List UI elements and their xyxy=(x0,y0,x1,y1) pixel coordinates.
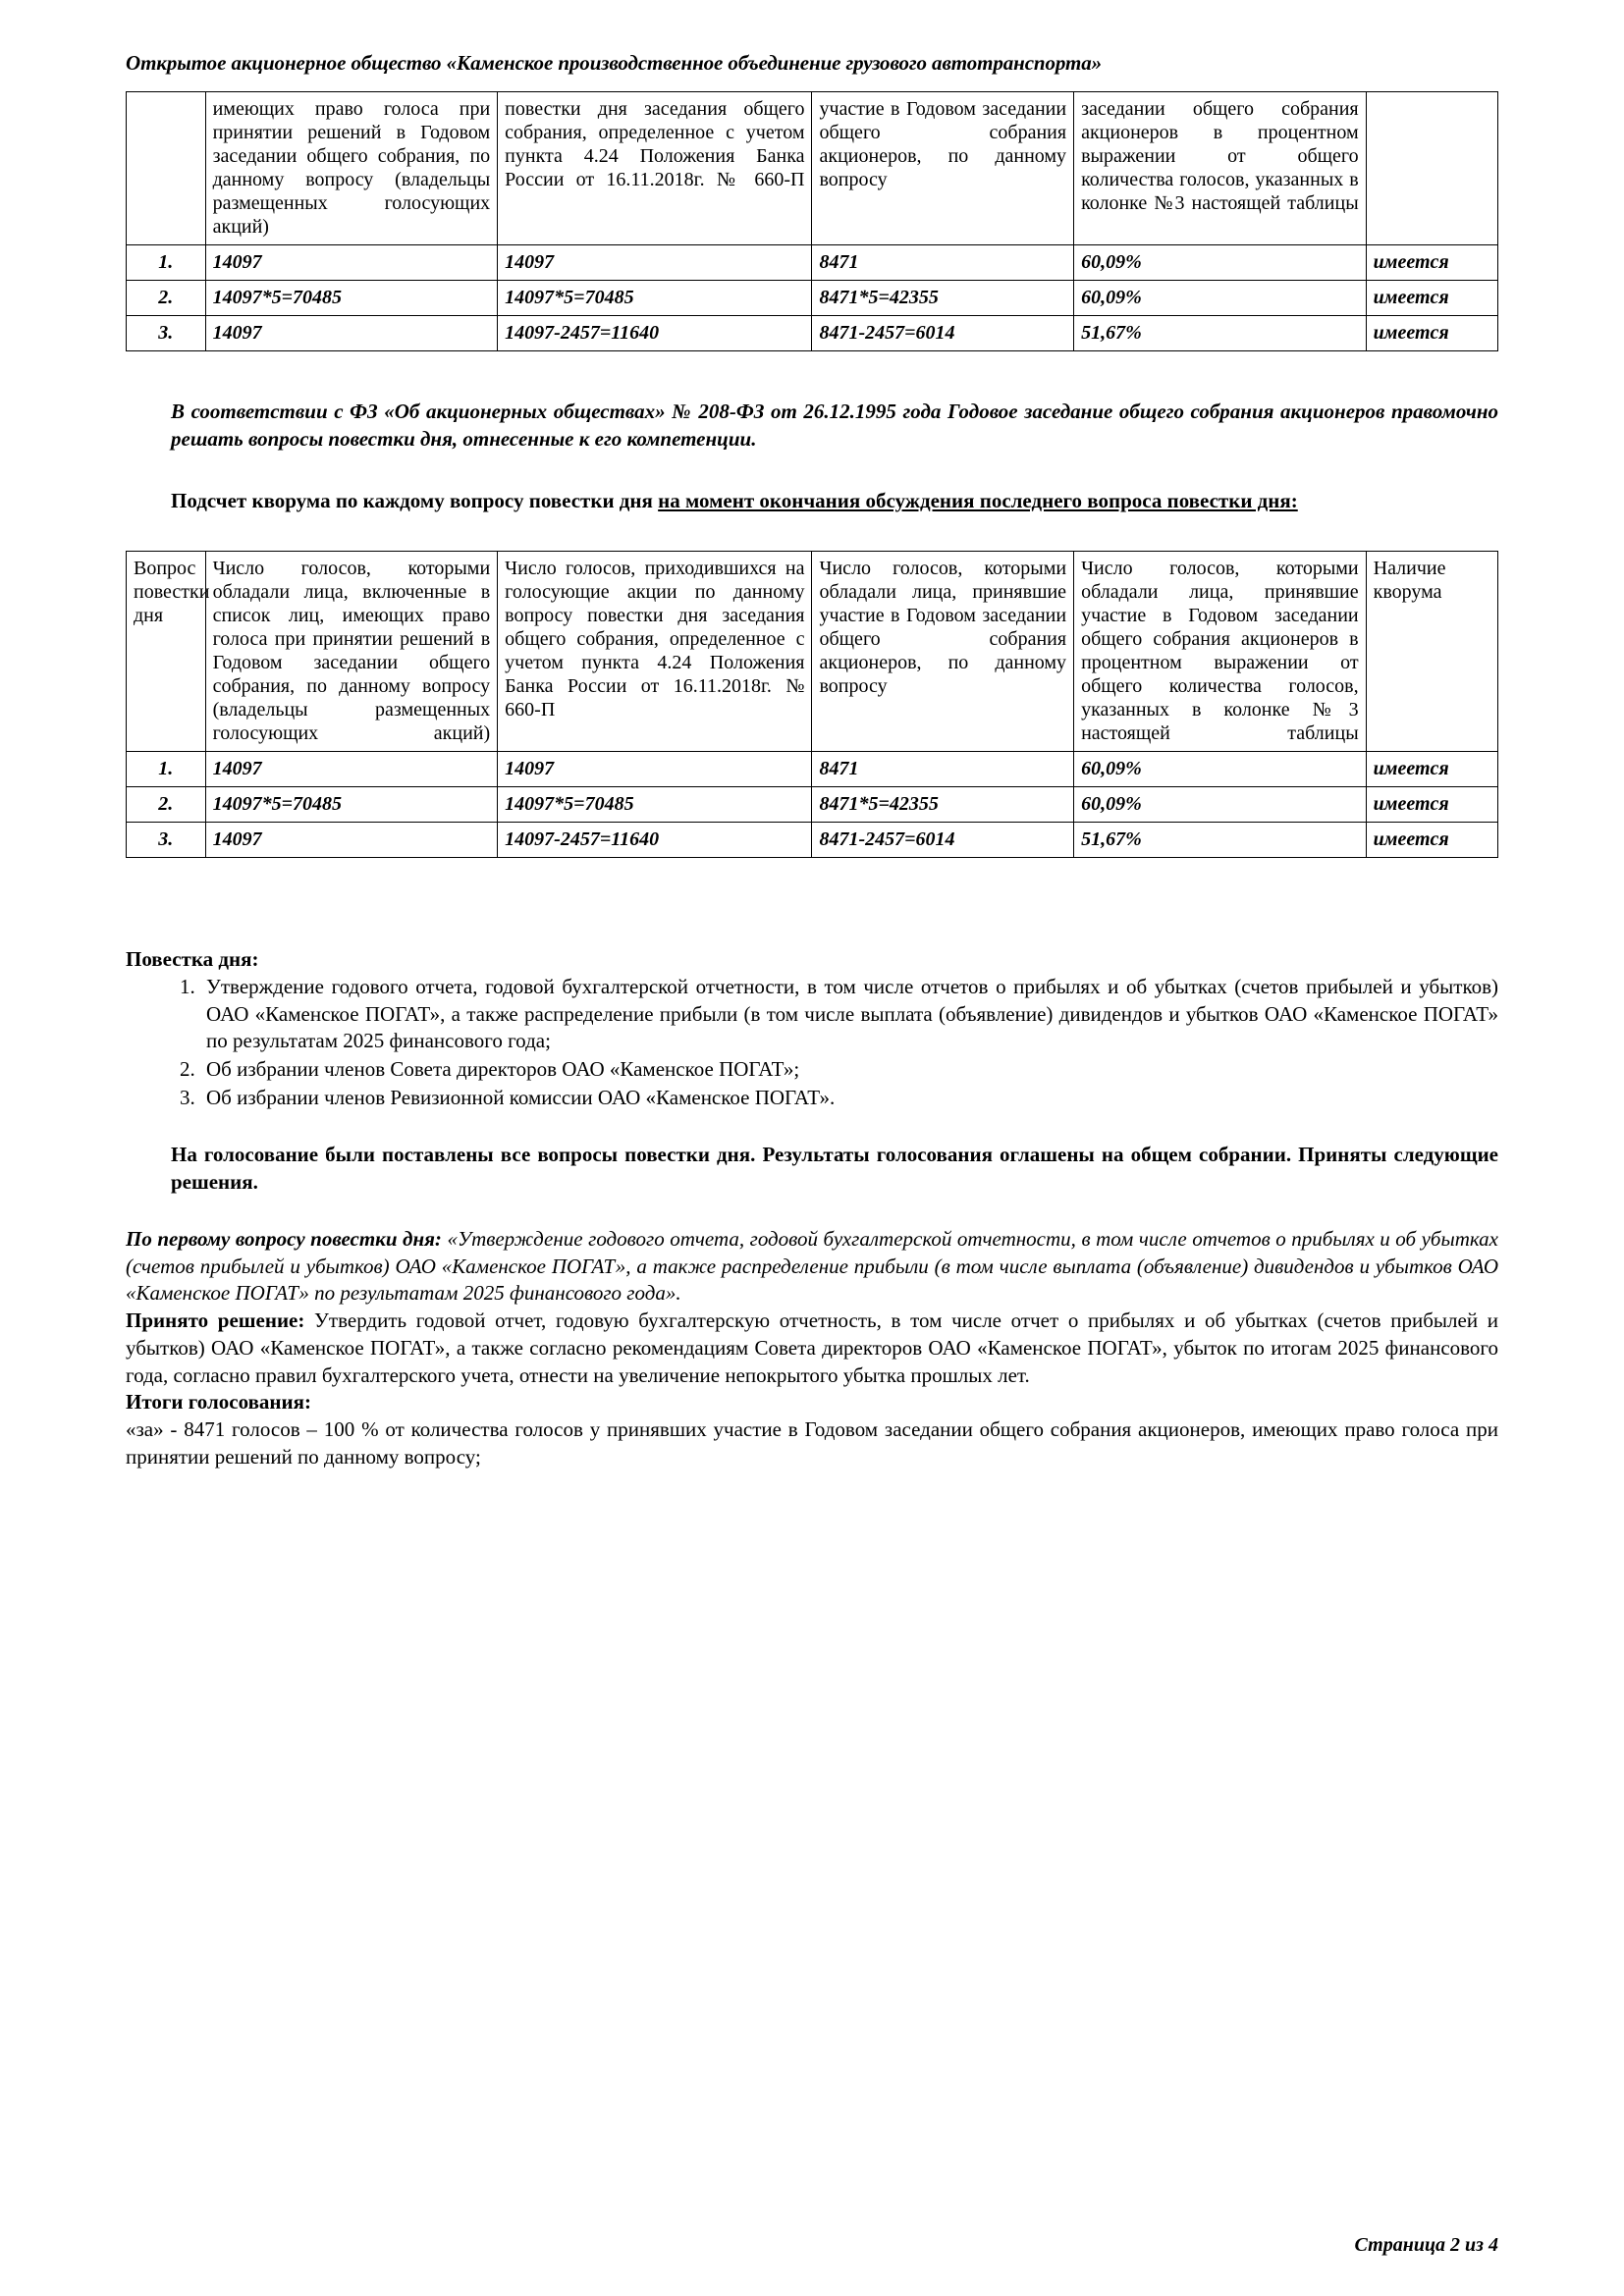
question-one-statement xyxy=(126,1226,1498,1308)
page-footer: Страница 2 из 4 xyxy=(1354,2234,1498,2256)
list-item: 3. Об избрании членов Ревизионной комиссии ОАО «Каменское ПОГАТ». xyxy=(200,1085,1498,1112)
header-cell-quorum: Наличие кворума xyxy=(1366,552,1497,752)
quorum-heading-part2: на момент окончания обсуждения последнего вопроса повестки дня: xyxy=(658,489,1298,513)
cell-participating: 8471*5=42355 xyxy=(812,787,1074,823)
quorum-table-top xyxy=(126,91,1498,351)
decision-text: Утвердить годовой отчет, годовую бухгалтерскую отчетность, в том числе отчет о прибылях и об убытках (счетов прибылей и убытков) ОАО «Каменское ПОГАТ», а также согласно рекомендациям Совета директоров ОАО «Каменское ПОГАТ», убыток по итогам 2025 финансового года, согласно правил бухгалтерского учета, отнести на увеличение непокрытого убытка прошлых лет. xyxy=(126,1308,1498,1387)
header-cell-percent: заседании общего собрания акционеров в процентном выражении от общего количества голосов, указанных в колонке №3 настоящей таблицы xyxy=(1074,92,1367,245)
header-cell-total-votes: Число голосов, которыми обладали лица, включенные в список лиц, имеющих право голоса при принятии решений в Годовом заседании общего собрания, по данному вопросу (владельцы размещенных голосующих акций) xyxy=(205,552,498,752)
cell-percent: 51,67% xyxy=(1074,316,1367,351)
cell-voting-shares: 14097*5=70485 xyxy=(498,787,812,823)
cell-quorum: имеется xyxy=(1366,316,1497,351)
table-row xyxy=(127,281,1498,316)
cell-number: 2. xyxy=(127,281,206,316)
voting-results-label: Итоги голосования: xyxy=(126,1390,311,1415)
cell-participating: 8471*5=42355 xyxy=(812,281,1074,316)
cell-quorum: имеется xyxy=(1366,245,1497,281)
quorum-table-bottom xyxy=(126,551,1498,858)
header-cell-voting-shares: Число голосов, приходившихся на голосующие акции по данному вопросу повестки дня заседания общего собрания, определенное с учетом пункта 4.24 Положения Банка России от 16.11.2018г. № 660-П xyxy=(498,552,812,752)
cell-percent: 60,09% xyxy=(1074,752,1367,787)
cell-number: 1. xyxy=(127,245,206,281)
agenda-title: Повестка дня: xyxy=(126,947,259,972)
cell-total-votes: 14097 xyxy=(205,752,498,787)
paragraph-federal-law: В соответствии с ФЗ «Об акционерных обществах» № 208-ФЗ от 26.12.1995 года Годовое заседание общего собрания акционеров правомочно решать вопросы повестки дня, отнесенные к его компетенции. xyxy=(171,400,1498,451)
cell-total-votes: 14097*5=70485 xyxy=(205,787,498,823)
cell-percent: 60,09% xyxy=(1074,787,1367,823)
question-one-lead: По первому вопросу повестки дня: xyxy=(126,1226,442,1251)
cell-percent: 60,09% xyxy=(1074,245,1367,281)
table-row xyxy=(127,245,1498,281)
header-cell-voting-shares: повестки дня заседания общего собрания, определенное с учетом пункта 4.24 Положения Банка России от 16.11.2018г. № 660-П xyxy=(498,92,812,245)
list-item: 1. Утверждение годового отчета, годовой бухгалтерской отчетности, в том числе отчетов о прибылях и об убытках (счетов прибылей и убытков) ОАО «Каменское ПОГАТ», а также распределение прибыли (в том числе выплата (объявление) дивидендов и убытков ОАО «Каменское ПОГАТ» по результатам 2025 финансового года; xyxy=(200,974,1498,1055)
cell-quorum: имеется xyxy=(1366,281,1497,316)
cell-total-votes: 14097 xyxy=(205,245,498,281)
cell-voting-shares: 14097*5=70485 xyxy=(498,281,812,316)
cell-participating: 8471-2457=6014 xyxy=(812,823,1074,858)
table-header-row xyxy=(127,552,1498,752)
table-row xyxy=(127,787,1498,823)
header-cell-total-votes: имеющих право голоса при принятии решений в Годовом заседании общего собрания, по данному вопросу (владельцы размещенных голосующих акций) xyxy=(205,92,498,245)
cell-participating: 8471-2457=6014 xyxy=(812,316,1074,351)
voting-results-text: «за» - 8471 голосов – 100 % от количества голосов у принявших участие в Годовом заседании общего собрания акционеров, имеющих право голоса при принятии решений по данному вопросу; xyxy=(126,1416,1498,1468)
table-row xyxy=(127,823,1498,858)
question-one-decision xyxy=(126,1308,1498,1389)
header-cell-participating: участие в Годовом заседании общего собрания акционеров, по данному вопросу xyxy=(812,92,1074,245)
page-header-title: Открытое акционерное общество «Каменское производственное объединение грузового автотранспорта» xyxy=(126,51,1103,75)
cell-voting-shares: 14097 xyxy=(498,752,812,787)
cell-quorum: имеется xyxy=(1366,787,1497,823)
cell-number: 1. xyxy=(127,752,206,787)
cell-total-votes: 14097 xyxy=(205,823,498,858)
table-row xyxy=(127,752,1498,787)
cell-quorum: имеется xyxy=(1366,823,1497,858)
cell-total-votes: 14097 xyxy=(205,316,498,351)
header-cell-percent: Число голосов, которыми обладали лица, принявшие участие в Годовом заседании общего собрания акционеров в процентном выражении от общего количества голосов, указанных в колонке №3 настоящей таблицы xyxy=(1074,552,1367,752)
cell-number: 2. xyxy=(127,787,206,823)
list-item: 2. Об избрании членов Совета директоров ОАО «Каменское ПОГАТ»; xyxy=(200,1056,1498,1084)
agenda-list xyxy=(126,974,1498,1112)
cell-participating: 8471 xyxy=(812,752,1074,787)
decision-label: Принято решение: xyxy=(126,1308,305,1333)
cell-total-votes: 14097*5=70485 xyxy=(205,281,498,316)
header-cell-participating: Число голосов, которыми обладали лица, принявшие участие в Годовом заседании общего собрания акционеров, по данному вопросу xyxy=(812,552,1074,752)
cell-participating: 8471 xyxy=(812,245,1074,281)
quorum-calculation-heading xyxy=(126,488,1498,515)
cell-voting-shares: 14097 xyxy=(498,245,812,281)
voting-note: На голосование были поставлены все вопросы повестки дня. Результаты голосования оглашены на общем собрании. Приняты следующие решения. xyxy=(171,1143,1498,1195)
header-cell-agenda-question: Вопрос повестки дня xyxy=(127,552,206,752)
cell-quorum: имеется xyxy=(1366,752,1497,787)
question-one-quote: «Утверждение годового отчета, годовой бухгалтерской отчетности, в том числе отчетов о прибылях и об убытках (счетов прибылей и убытков) ОАО «Каменское ПОГАТ», а также распределение прибыли (в том числе выплата (объявление) дивидендов и убытков ОАО «Каменское ПОГАТ» по результатам 2025 финансового года». xyxy=(126,1226,1498,1306)
table-header-row xyxy=(127,92,1498,245)
quorum-heading-part1: Подсчет кворума по каждому вопросу повестки дня xyxy=(171,489,659,513)
header-cell-quorum xyxy=(1366,92,1497,245)
cell-percent: 60,09% xyxy=(1074,281,1367,316)
table-row xyxy=(127,316,1498,351)
cell-percent: 51,67% xyxy=(1074,823,1367,858)
cell-number: 3. xyxy=(127,823,206,858)
cell-voting-shares: 14097-2457=11640 xyxy=(498,823,812,858)
cell-number: 3. xyxy=(127,316,206,351)
header-cell-number xyxy=(127,92,206,245)
cell-voting-shares: 14097-2457=11640 xyxy=(498,316,812,351)
